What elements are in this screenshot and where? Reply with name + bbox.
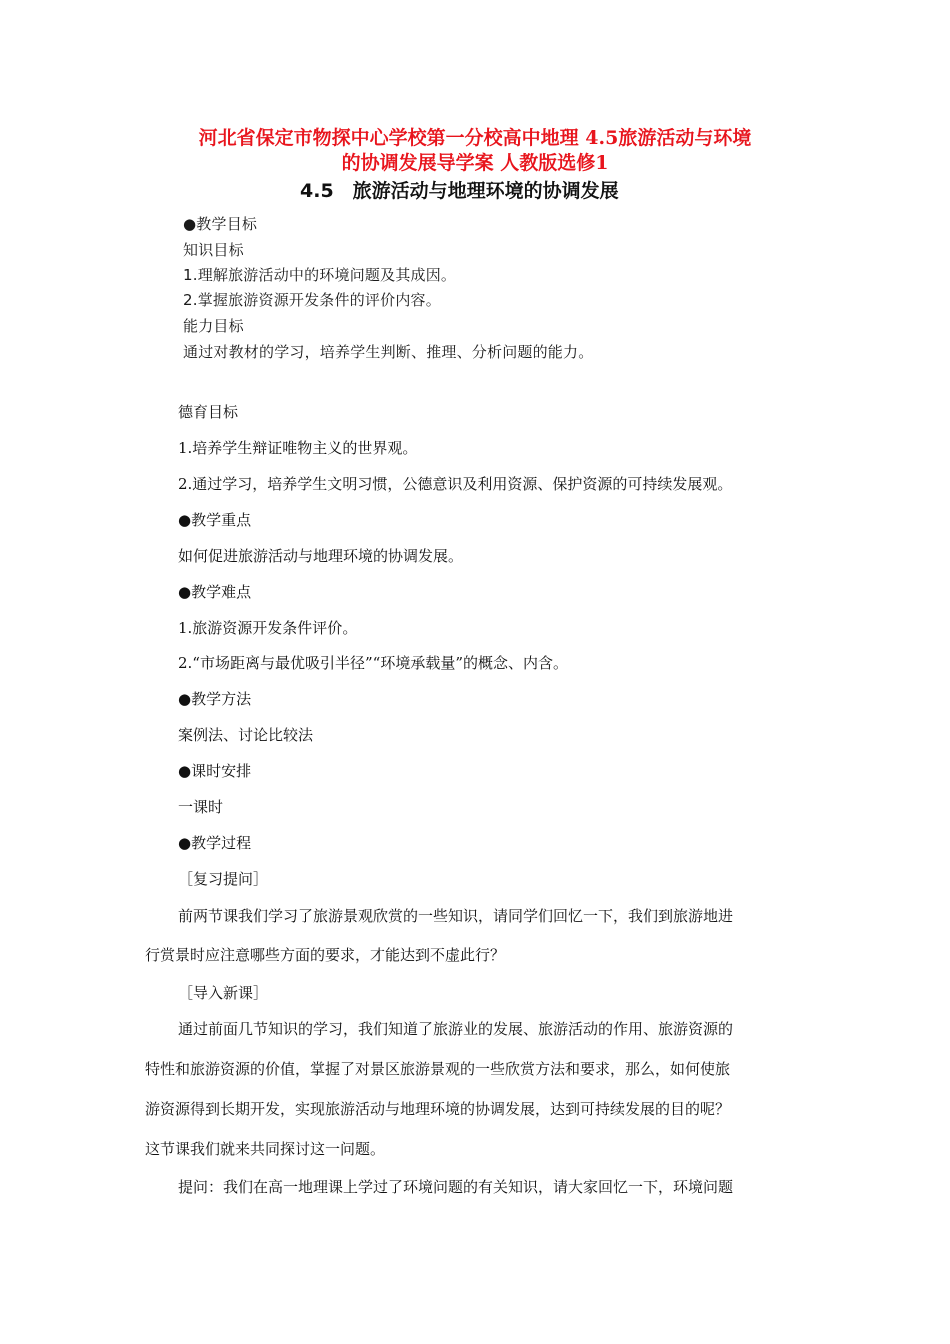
intro-paragraph-line-4: 这节课我们就来共同探讨这一问题。 [145,1140,386,1158]
intro-heading: ［导入新课］ [178,984,269,1002]
moral-objectives-heading: 德育目标 [178,403,239,421]
intro-paragraph-line-3: 游资源得到长期开发，实现旅游活动与地理环境的协调发展，达到可持续发展的目的呢？ [145,1100,731,1118]
knowledge-objectives-heading: 知识目标 [183,241,244,259]
review-paragraph-line-1: 前两节课我们学习了旅游景观欣赏的一些知识，请同学们回忆一下，我们到旅游地进 [178,907,734,925]
review-paragraph-line-2: 行赏景时应注意哪些方面的要求，才能达到不虚此行？ [145,946,506,964]
difficulty-item-2: 2.“市场距离与最优吸引半径”“环境承载量”的概念、内含。 [178,654,568,672]
objectives-heading: ●教学目标 [183,215,258,233]
moral-objective-2: 2.通过学习，培养学生文明习惯，公德意识及利用资源、保护资源的可持续发展观。 [178,475,733,493]
lesson-subtitle: 4.5 旅游活动与地理环境的协调发展 [300,180,619,202]
ability-objective-1: 通过对教材的学习，培养学生判断、推理、分析问题的能力。 [183,343,594,361]
intro-paragraph-line-1: 通过前面几节知识的学习，我们知道了旅游业的发展、旅游活动的作用、旅游资源的 [178,1020,734,1038]
review-heading: ［复习提问］ [178,870,269,888]
process-heading: ●教学过程 [178,834,252,852]
ability-objectives-heading: 能力目标 [183,317,244,335]
key-points-text: 如何促进旅游活动与地理环境的协调发展。 [178,547,464,565]
moral-objective-1: 1.培养学生辩证唯物主义的世界观。 [178,439,418,457]
schedule-heading: ●课时安排 [178,762,252,780]
document-title-line-2: 的协调发展导学案 人教版选修1 [341,152,609,174]
difficulty-item-1: 1.旅游资源开发条件评价。 [178,619,358,637]
question-paragraph-line-1: 提问：我们在高一地理课上学过了环境问题的有关知识，请大家回忆一下，环境问题 [178,1178,734,1196]
knowledge-objective-1: 1.理解旅游活动中的环境问题及其成因。 [183,266,457,284]
key-points-heading: ●教学重点 [178,511,252,529]
document-title-line-1: 河北省保定市物探中心学校第一分校高中地理 4.5旅游活动与环境 [198,127,752,149]
difficulties-heading: ●教学难点 [178,583,252,601]
methods-text: 案例法、讨论比较法 [178,726,314,744]
intro-paragraph-line-2: 特性和旅游资源的价值，掌握了对景区旅游景观的一些欣赏方法和要求，那么，如何使旅 [145,1060,731,1078]
knowledge-objective-2: 2.掌握旅游资源开发条件的评价内容。 [183,291,441,309]
methods-heading: ●教学方法 [178,690,252,708]
schedule-text: 一课时 [178,798,224,816]
